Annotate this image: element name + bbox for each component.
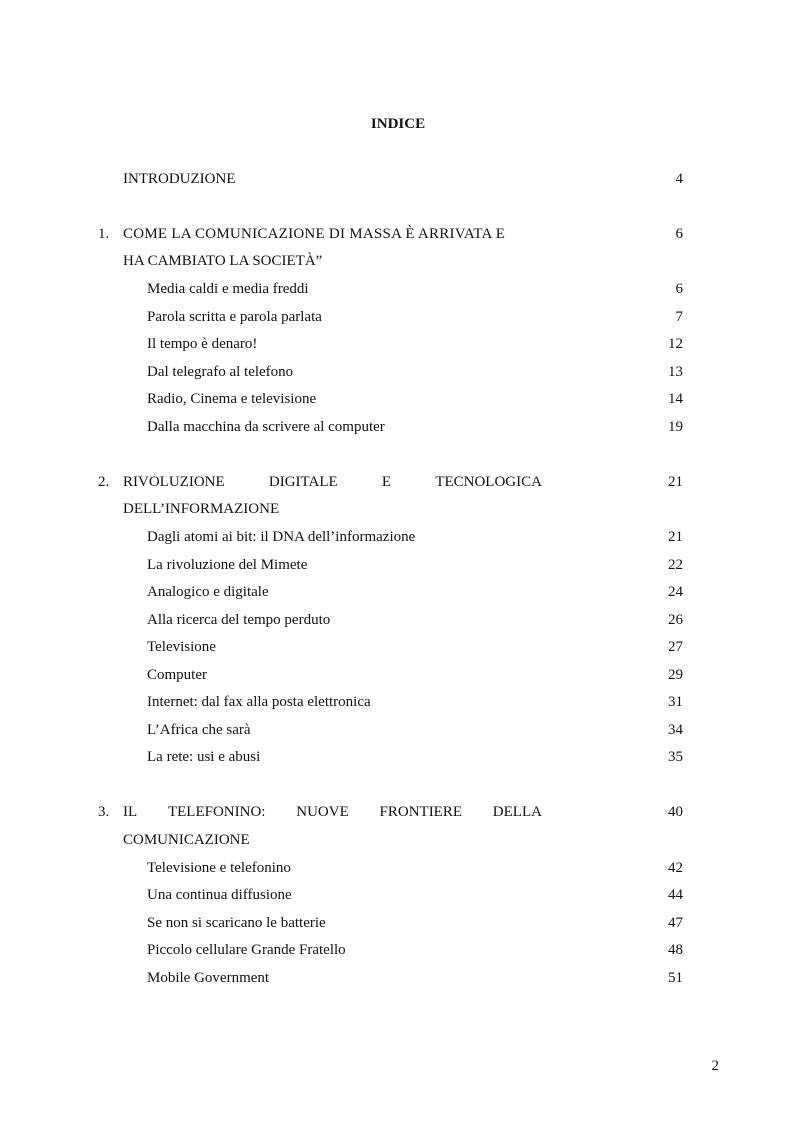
toc-chapter-3 [0,802,794,822]
section-page: 29 [668,667,683,683]
toc-section [0,417,794,437]
section-page: 51 [668,970,683,986]
section-page: 13 [668,364,683,380]
toc-section [0,279,794,299]
section-label: Dalla macchina da scrivere al computer [147,419,385,435]
toc-section [0,334,794,354]
toc-chapter-2-line2 [0,499,794,519]
section-label: La rivoluzione del Mimete [147,557,308,573]
section-page: 47 [668,915,683,931]
toc-section [0,637,794,657]
toc-section [0,858,794,878]
section-label: Mobile Government [147,970,270,986]
chapter-title-line2: COMUNICAZIONE [123,832,250,848]
section-page: 27 [668,639,683,655]
chapter-title-word: RIVOLUZIONE [123,474,225,490]
chapter-title-word: NUOVE [296,804,349,820]
section-label: Televisione [147,639,216,655]
toc-chapter-1 [0,224,794,244]
chapter-title-line2: HA CAMBIATO LA SOCIETÀ” [123,253,323,269]
section-label: La rete: usi e abusi [147,749,261,765]
section-page: 24 [668,584,683,600]
chapter-title-word: TECNOLOGICA [435,474,542,490]
toc-section [0,940,794,960]
chapter-title-word: FRONTIERE [379,804,463,820]
chapter-number: 1. [98,226,110,242]
chapter-title-word: TELEFONINO: [167,804,266,820]
section-label: Media caldi e media freddi [147,281,309,297]
section-page: 26 [668,612,683,628]
section-page: 12 [668,336,683,352]
chapter-page: 40 [668,804,683,820]
section-label: Se non si scaricano le batterie [147,915,326,931]
toc-section [0,720,794,740]
toc-section [0,665,794,685]
section-label: Televisione e telefonino [147,860,291,876]
section-label: Piccolo cellulare Grande Fratello [147,942,346,958]
chapter-title-word: IL [123,804,138,820]
chapter-page: 21 [668,474,683,490]
toc-entry-intro [0,169,794,189]
chapter-title-line1: COME LA COMUNICAZIONE DI MASSA È ARRIVATA E [123,226,506,242]
toc-section [0,555,794,575]
toc-chapter-3-line2 [0,830,794,850]
toc-title: INDICE [370,116,426,132]
section-page: 42 [668,860,683,876]
toc-section [0,968,794,988]
section-page: 21 [668,529,683,545]
toc-section [0,527,794,547]
toc-entry-page: 4 [675,171,683,187]
section-page: 22 [668,557,683,573]
chapter-number: 2. [98,474,110,490]
section-label: Internet: dal fax alla posta elettronica [147,694,371,710]
chapter-title-line2: DELL’INFORMAZIONE [123,501,280,517]
section-page: 31 [668,694,683,710]
chapter-title-word: E [381,474,392,490]
section-label: Il tempo è denaro! [147,336,258,352]
chapter-title-line1 [123,802,542,822]
section-label: Parola scritta e parola parlata [147,309,322,325]
section-label: Dal telegrafo al telefono [147,364,294,380]
section-page: 14 [668,391,683,407]
chapter-number: 3. [98,804,110,820]
chapter-title-word: DELLA [492,804,542,820]
toc-section [0,692,794,712]
toc-section [0,389,794,409]
section-page: 35 [668,749,683,765]
toc-section [0,885,794,905]
section-label: Radio, Cinema e televisione [147,391,317,407]
section-label: Computer [147,667,207,683]
section-page: 48 [668,942,683,958]
section-label: Dagli atomi ai bit: il DNA dell’informazione [147,529,416,545]
section-label: L’Africa che sarà [147,722,251,738]
section-label: Analogico e digitale [147,584,269,600]
toc-section [0,362,794,382]
chapter-title-line1 [123,472,542,492]
chapter-title-word: DIGITALE [268,474,338,490]
section-label: Alla ricerca del tempo perduto [147,612,331,628]
toc-section [0,307,794,327]
section-page: 19 [668,419,683,435]
toc-section [0,913,794,933]
toc-chapter-2 [0,472,794,492]
toc-section [0,610,794,630]
section-page: 34 [668,722,683,738]
chapter-page: 6 [675,226,683,242]
section-label: Una continua diffusione [147,887,292,903]
page-number: 2 [711,1058,719,1074]
section-page: 6 [675,281,683,297]
toc-section [0,582,794,602]
section-page: 7 [675,309,683,325]
toc-entry-label: INTRODUZIONE [123,171,236,187]
toc-section [0,747,794,767]
section-page: 44 [668,887,683,903]
toc-chapter-1-line2 [0,251,794,271]
